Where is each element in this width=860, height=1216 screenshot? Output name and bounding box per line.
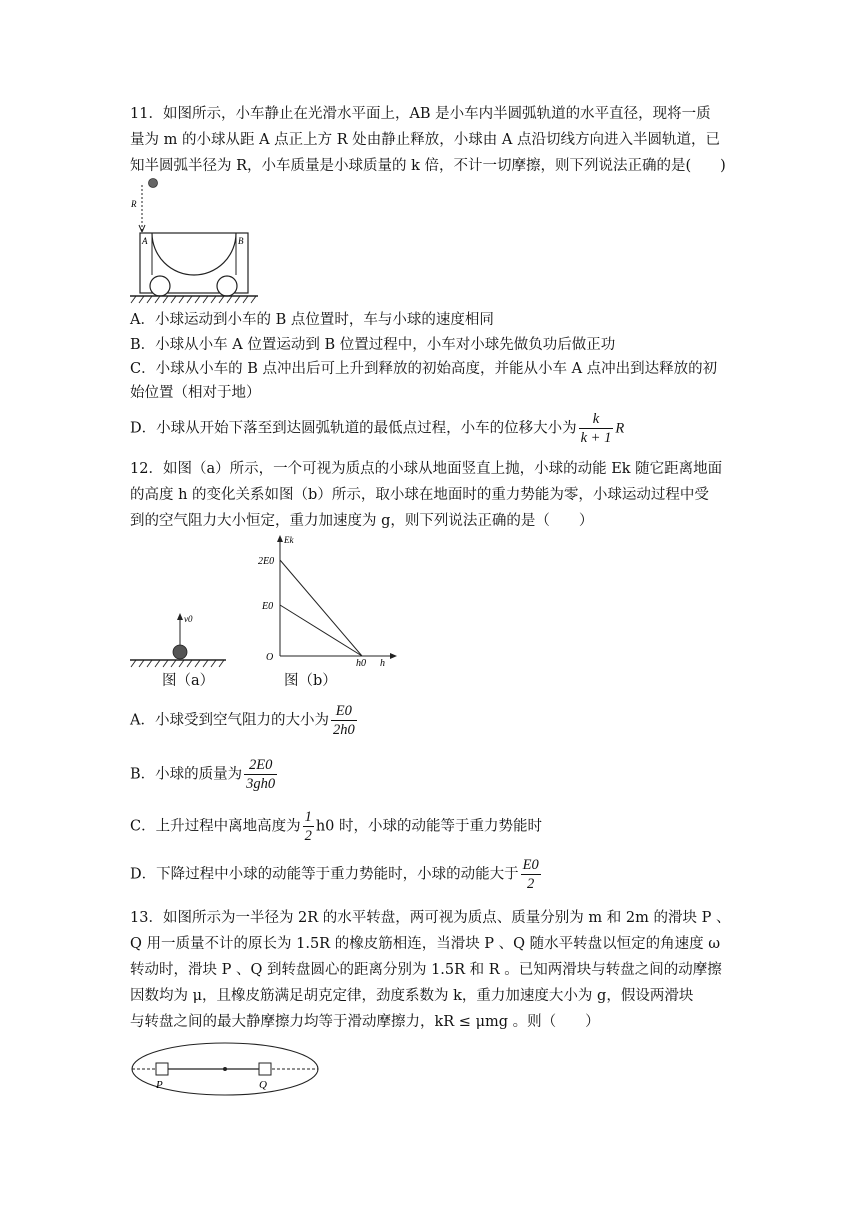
- ball-icon: [149, 179, 158, 188]
- q11-cart-figure: [128, 175, 263, 305]
- q12-d-num: E0: [522, 857, 539, 873]
- q12-d-den: 2: [527, 876, 535, 892]
- slider-q: [259, 1063, 271, 1075]
- x-tick-h0: h0: [356, 658, 366, 669]
- v0-label: v0: [184, 614, 193, 624]
- q12-c-text: C．上升过程中离地高度为: [130, 818, 301, 835]
- q12-a-den: 2h0: [332, 722, 355, 738]
- center-dot: [223, 1067, 227, 1071]
- q12-option-b: [130, 756, 279, 793]
- q11-option-b: B．小球从小车 A 位置运动到 B 位置过程中，小车对小球先做负功后做正功: [130, 337, 616, 353]
- q11-fig-label-B: B: [238, 236, 244, 246]
- q12-b-text: B．小球的质量为: [130, 766, 243, 783]
- q12-option-d: [130, 856, 543, 893]
- q11-option-d-fraction: [579, 410, 614, 447]
- q11-line-1: 11．如图所示，小车静止在光滑水平面上，AB 是小车内半圆弧轨道的水平直径，现将一质: [130, 106, 711, 122]
- q11-option-c-1: C．小球从小车的 B 点冲出后可上升到释放的初始高度，并能从小车 A 点冲出到达释放的初: [130, 361, 718, 377]
- q11-d-num: k: [579, 410, 614, 429]
- q12-line-1: 12．如图（a）所示，一个可视为质点的小球从地面竖直上抛，小球的动能 Ek 随它距离地面: [130, 461, 723, 477]
- upward-energy-line: [280, 560, 362, 656]
- q11-d-den: k + 1: [580, 430, 612, 446]
- q13-line-4: 因数均为 μ，且橡皮筋满足胡克定律，劲度系数为 k，重力加速度大小为 g，假设两滑块: [130, 988, 694, 1004]
- q12-d-text: D．下降过程中小球的动能等于重力势能时，小球的动能大于: [130, 866, 519, 883]
- q11-option-d: [130, 410, 624, 447]
- q11-option-a: A．小球运动到小车的 B 点位置时，车与小球的速度相同: [130, 312, 494, 328]
- q12-c-num: 1: [304, 809, 312, 825]
- q12-option-c: [130, 808, 542, 845]
- slider-p: [156, 1063, 168, 1075]
- q13-line-2: Q 用一质量不计的原长为 1.5R 的橡皮筋相连，当滑块 P 、Q 随水平转盘以恒定的角速度 ω: [130, 936, 721, 952]
- q12-a-fraction: [331, 702, 357, 739]
- y-axis-label: Ek: [284, 535, 294, 545]
- label-q: Q: [259, 1079, 267, 1091]
- x-axis-label: h: [380, 658, 385, 669]
- q12-line-2: 的高度 h 的变化关系如图（b）所示，取小球在地面时的重力势能为零，小球运动过程中受: [130, 487, 709, 503]
- downward-energy-line: [280, 605, 362, 656]
- q11-line-2: 量为 m 的小球从距 A 点正上方 R 处由静止释放，小球由 A 点沿切线方向进入半圆轨道，已: [130, 132, 720, 148]
- q12-b-fraction: [244, 756, 277, 793]
- q12-ball-figure: [128, 610, 228, 670]
- wheel-icon: [217, 276, 237, 296]
- q11-line-3: 知半圆弧半径为 R，小车质量是小球质量的 k 倍，不计一切摩擦，则下列说法正确的是( ): [130, 158, 726, 174]
- q13-line-3: 转动时，滑块 P 、Q 到转盘圆心的距离分别为 1.5R 和 R 。已知两滑块与转盘之间的动摩擦: [130, 962, 722, 978]
- y-tick-e0: E0: [262, 601, 274, 612]
- q12-energy-graph: [252, 532, 402, 672]
- fig-b-caption: 图（b）: [284, 673, 337, 689]
- origin-label: O: [266, 652, 274, 663]
- wheel-icon: [150, 276, 170, 296]
- q12-b-num: 2E0: [244, 756, 277, 775]
- q13-line-1: 13．如图所示为一半径为 2R 的水平转盘，两可视为质点、质量分别为 m 和 2m 的滑块 P 、: [130, 910, 731, 926]
- q12-c-den: 2: [304, 828, 312, 844]
- q12-line-3: 到的空气阻力大小恒定，重力加速度为 g，则下列说法正确的是（ ）: [130, 513, 594, 529]
- fig-a-caption: 图（a）: [162, 673, 215, 689]
- ball-icon: [173, 645, 187, 659]
- q11-option-d-text: D．小球从开始下落至到达圆弧轨道的最低点过程，小车的位移大小为: [130, 420, 577, 437]
- q12-b-den: 3gh0: [246, 776, 276, 792]
- q11-d-post: R: [615, 420, 625, 437]
- q12-c-fraction: [303, 808, 314, 845]
- label-p: P: [156, 1079, 163, 1091]
- q12-option-a: [130, 702, 359, 739]
- q13-turntable-figure: [128, 1040, 328, 1100]
- q13-line-5: 与转盘之间的最大静摩擦力均等于滑动摩擦力，kR ≤ μmg 。则（ ）: [130, 1014, 600, 1030]
- y-tick-2e0: 2E0: [258, 556, 275, 567]
- q12-c-post: h0 时，小球的动能等于重力势能时: [315, 818, 543, 835]
- q11-fig-label-R: R: [131, 199, 137, 209]
- q12-d-fraction: [521, 856, 541, 893]
- q11-option-c-2: 始位置（相对于地）: [130, 385, 261, 401]
- q11-fig-label-A: A: [142, 236, 148, 246]
- q12-a-num: E0: [331, 702, 357, 721]
- q12-a-text: A．小球受到空气阻力的大小为: [130, 712, 329, 729]
